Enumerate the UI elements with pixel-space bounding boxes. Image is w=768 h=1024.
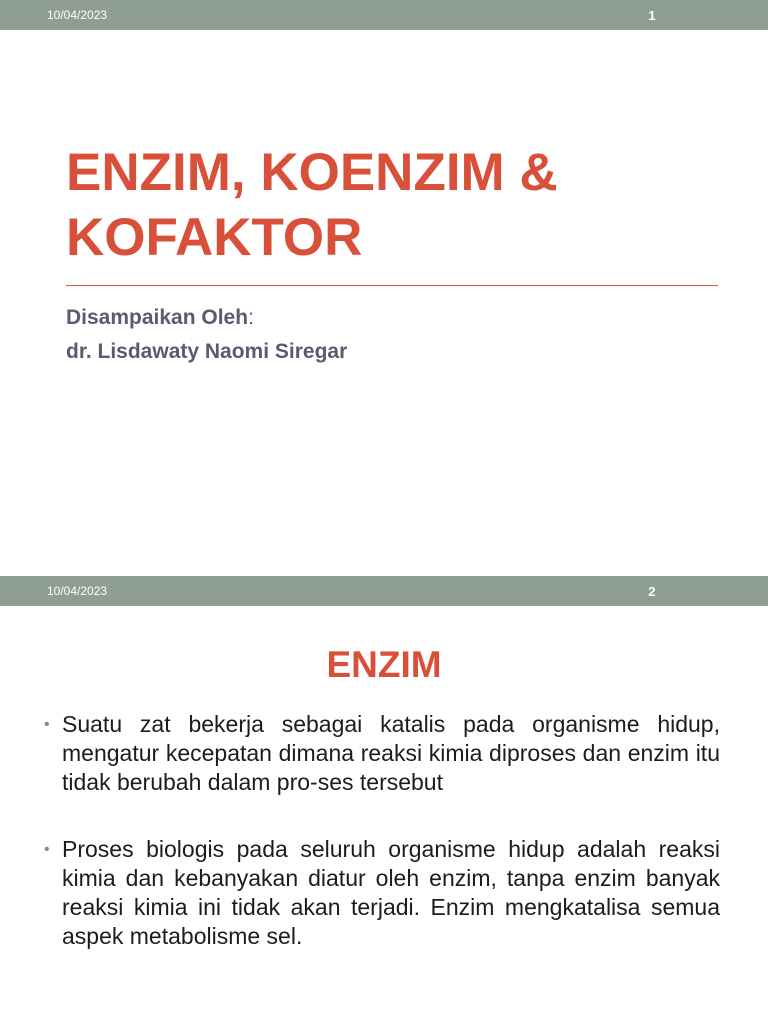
presenter-colon: : [248, 306, 254, 329]
presenter-name: dr. Lisdawaty Naomi Siregar [66, 340, 348, 363]
title-divider [66, 285, 718, 286]
slide-number: 1 [648, 8, 656, 23]
slide-2 [0, 576, 768, 1024]
title-line-2: KOFAKTOR [66, 208, 363, 267]
bullet-item [44, 710, 720, 797]
slide-header-bar [0, 576, 768, 606]
bullet-text: Proses biologis pada seluruh organisme hidup adalah reaksi kimia dan kebanyakan diatur oleh enzim, tanpa enzim banyak reaksi kimia ini tidak akan terjadi. Enzim mengkatalisa semua aspek metabolisme sel. [62, 836, 720, 949]
bullet-icon: • [44, 716, 50, 733]
slide-header-bar [0, 0, 768, 30]
title-line-1: ENZIM, KOENZIM & [66, 143, 558, 202]
slide-date: 10/04/2023 [47, 8, 108, 22]
bullet-text: Suatu zat bekerja sebagai katalis pada organisme hidup, mengatur kecepatan dimana reaksi kimia diproses dan enzim itu tidak berubah dalam pro-ses tersebut [62, 711, 720, 795]
slide-title: ENZIM [326, 644, 442, 685]
presenter-label: Disampaikan Oleh [66, 306, 249, 329]
slide-date: 10/04/2023 [47, 584, 108, 598]
bullet-item [44, 835, 720, 951]
presenter-block [66, 301, 347, 369]
slide-title [66, 140, 706, 270]
slide-number: 2 [648, 584, 656, 599]
bullet-list [44, 710, 720, 951]
bullet-icon: • [44, 841, 50, 858]
